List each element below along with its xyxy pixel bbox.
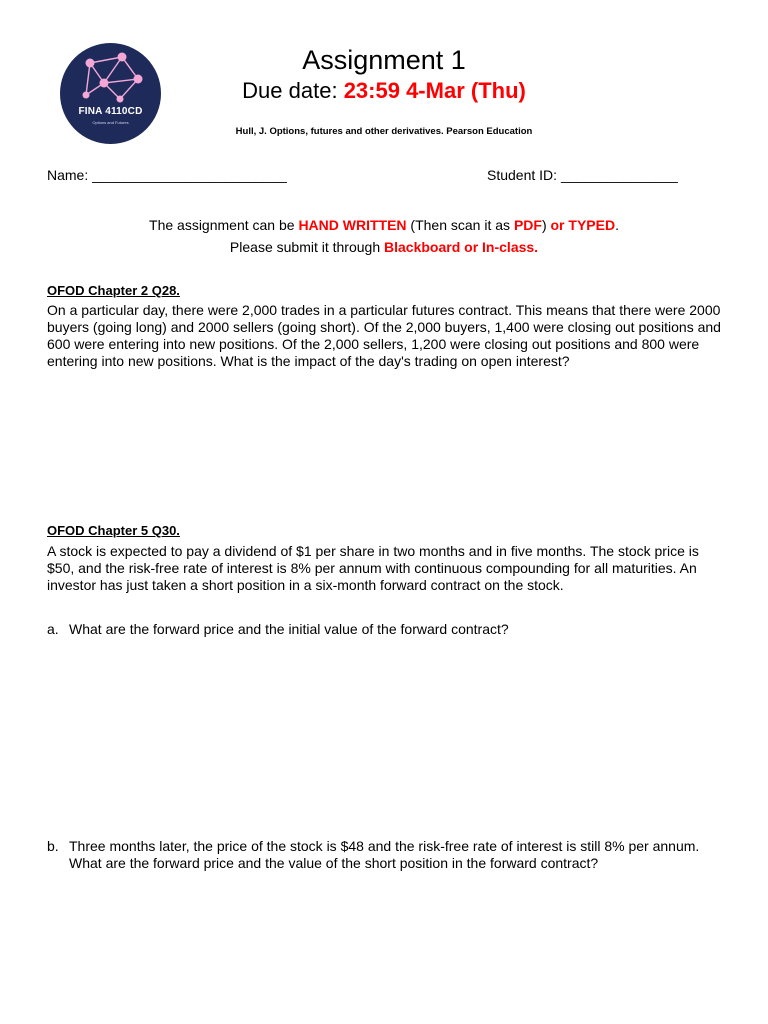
- question-marker: a.: [47, 621, 59, 637]
- instruction-text: ): [541, 217, 547, 233]
- submission-method-highlight: Blackboard or In-class.: [384, 239, 539, 255]
- name-blank: _________________________: [92, 167, 287, 183]
- hand-written-highlight: HAND WRITTEN: [298, 217, 407, 233]
- student-id-blank: _______________: [560, 167, 678, 183]
- question-text: Three months later, the price of the stock is $48 and the risk-free rate of interest is still 8% per annum. What are the forward price and the value of the short position in the forward contract?: [69, 838, 700, 871]
- due-date: [0, 77, 768, 105]
- due-label: Due date:: [242, 78, 338, 103]
- section-body: A stock is expected to pay a dividend of $1 per share in two months and in five months. The stock price is $50, and the risk-free rate of interest is 8% per annum with continuous compounding for all maturities. An investor has just taken a short position in a six-month forward contract on the stock.: [47, 543, 699, 593]
- instruction-text: The assignment can be: [149, 217, 299, 233]
- name-field: [47, 166, 287, 184]
- pdf-highlight: PDF: [513, 217, 542, 233]
- instruction-line-2: [0, 238, 768, 256]
- question-marker: b.: [47, 838, 59, 854]
- student-id-label: Student ID:: [487, 167, 558, 183]
- instruction-text: .: [615, 217, 619, 233]
- section-title: OFOD Chapter 5 Q30.: [47, 523, 180, 538]
- logo-text: FINA 4110CD: [78, 106, 143, 117]
- question-b: [47, 838, 727, 872]
- question-a: [47, 621, 727, 638]
- logo-subtext: Options and Futures: [92, 120, 129, 125]
- page-title: Assignment 1: [302, 45, 466, 75]
- section-body: On a particular day, there were 2,000 trades in a particular futures contract. This means that there were 2000 buyers (going long) and 2000 sellers (going short). Of the 2,000 buyers, 1,400 were closing out positions and 600 were entering into new positions. Of the 2,000 sellers, 1,200 were closing out positions and 800 were entering into new positions. What is the impact of the day's trading on open interest?: [47, 302, 721, 369]
- textbook-reference: Hull, J. Options, futures and other derivatives. Pearson Education: [235, 126, 533, 137]
- typed-highlight: or TYPED: [546, 217, 616, 233]
- name-label: Name:: [47, 167, 89, 183]
- instruction-text: (Then scan it as: [406, 217, 514, 233]
- section-title: OFOD Chapter 2 Q28.: [47, 283, 180, 298]
- student-id-field: [487, 166, 678, 184]
- instruction-line-1: [0, 216, 768, 234]
- due-value: 23:59 4-Mar (Thu): [343, 78, 526, 103]
- question-text: What are the forward price and the initial value of the forward contract?: [69, 621, 509, 637]
- instruction-text: Please submit it through: [229, 239, 385, 255]
